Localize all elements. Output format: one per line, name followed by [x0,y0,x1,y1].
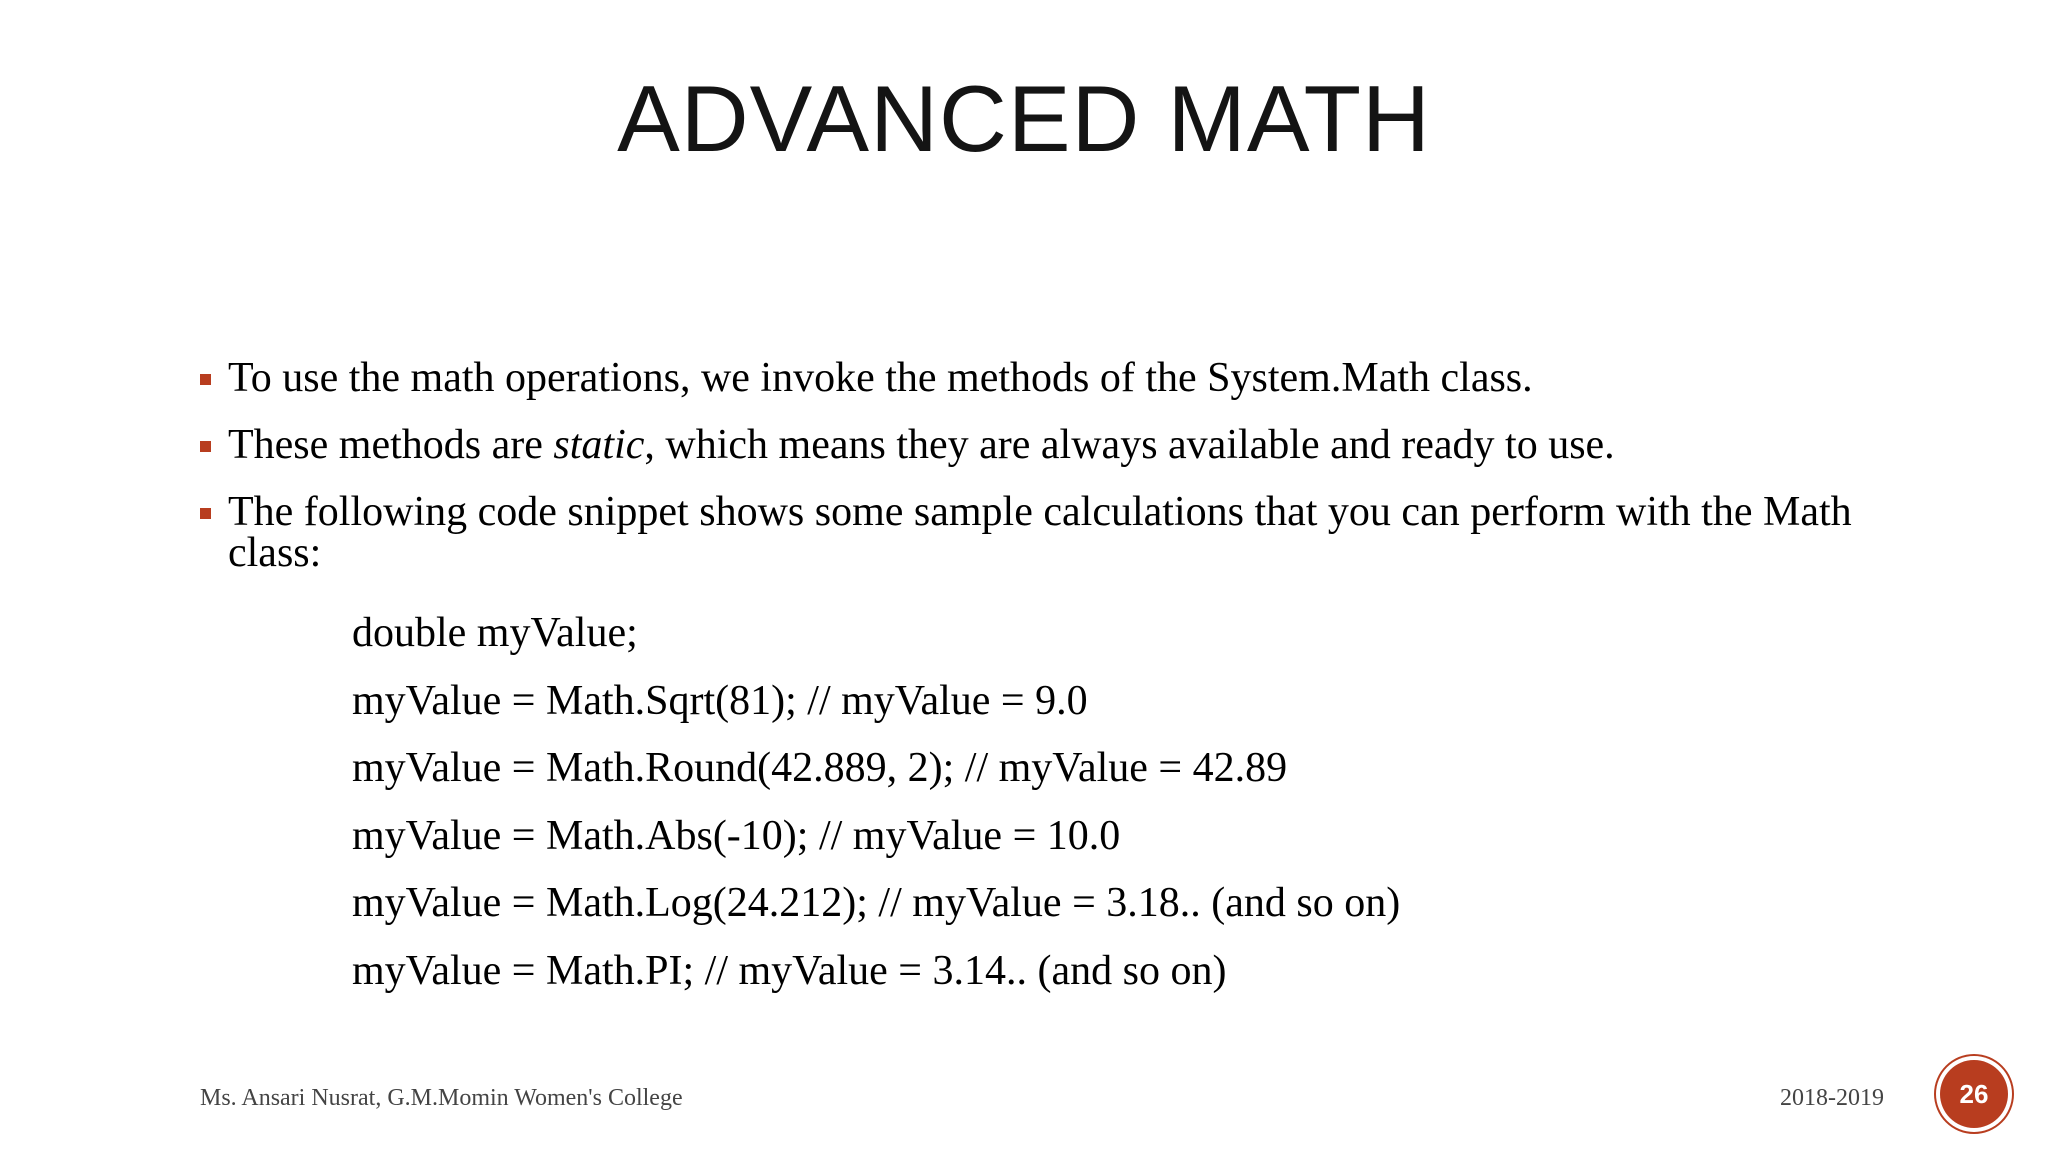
slide-title: ADVANCED MATH [617,66,1431,171]
bullet-list [200,355,1880,600]
footer-author: Ms. Ansari Nusrat, G.M.Momin Women's College [200,1085,683,1111]
bullet-square-icon [200,374,211,385]
code-line: myValue = Math.Sqrt(81); // myValue = 9.0 [352,677,1088,724]
footer-year: 2018-2019 [1780,1085,1884,1111]
code-line: myValue = Math.PI; // myValue = 3.14.. (and so on) [352,947,1227,994]
page-number-badge: 26 [1940,1060,2008,1128]
bullet-square-icon [200,441,211,452]
bullet-item [200,422,1880,468]
code-line: double myValue; [352,610,638,656]
bullet-text: The following code snippet shows some sample calculations that you can perform with the Math class: [228,489,1852,576]
bullet-text: To use the math operations, we invoke the methods of the System.Math class. [228,355,1533,401]
bullet-emphasis: static [553,422,645,468]
bullet-item [200,489,1880,576]
bullet-item [200,355,1880,401]
bullet-text-before: These methods are [228,422,554,468]
code-snippet [352,600,1400,1005]
code-line: myValue = Math.Round(42.889, 2); // myValue = 42.89 [352,745,1288,791]
code-line: myValue = Math.Abs(-10); // myValue = 10.0 [352,812,1121,859]
bullet-square-icon [200,508,211,519]
code-line: myValue = Math.Log(24.212); // myValue = 3.18.. (and so on) [352,880,1401,926]
bullet-text-after: , which means they are always available and ready to use. [644,422,1615,468]
